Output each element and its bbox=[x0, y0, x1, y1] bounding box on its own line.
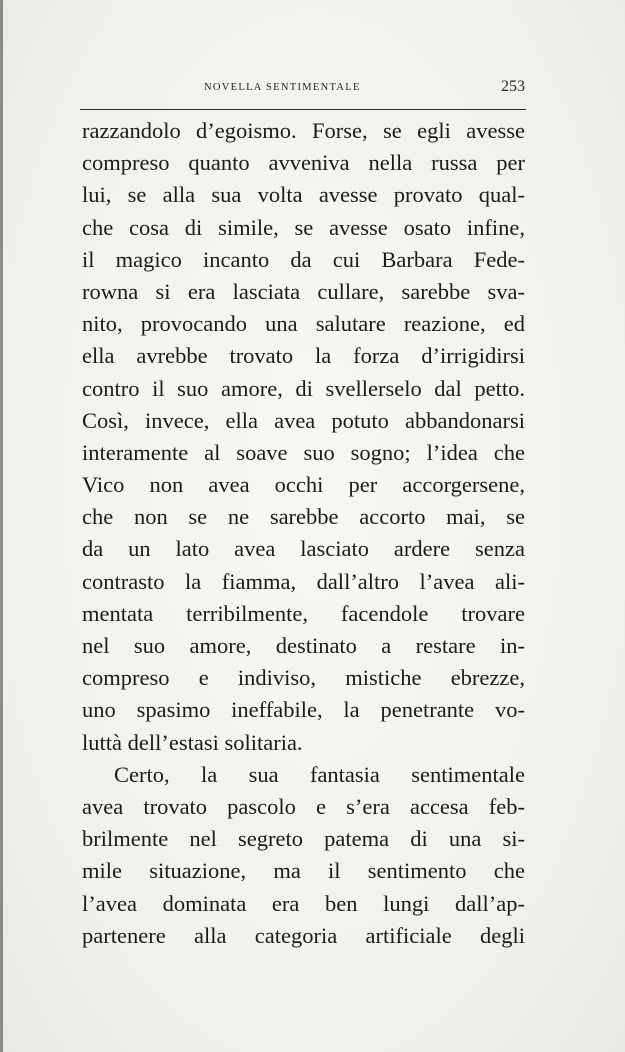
text-line: mentata terribilmente, facendole trovare bbox=[82, 600, 525, 626]
page-edge-shadow bbox=[0, 0, 3, 1052]
text-line: avea trovato pascolo e s’era accesa feb- bbox=[82, 793, 525, 819]
paragraph-2 bbox=[82, 759, 525, 952]
text-line: mile situazione, ma il sentimento che bbox=[82, 858, 525, 884]
text-line: partenere alla categoria artificiale degli bbox=[82, 922, 525, 948]
text-line: Vico non avea occhi per accorgersene, bbox=[82, 472, 525, 498]
text-line: l’avea dominata era ben lungi dall’ap- bbox=[82, 890, 525, 916]
text-line: Così, invece, ella avea potuto abbandonarsi bbox=[82, 407, 525, 433]
text-line: che cosa di simile, se avesse osato infine, bbox=[82, 214, 525, 240]
text-line: ella avrebbe trovato la forza d’irrigidirsi bbox=[82, 343, 525, 369]
text-line: il magico incanto da cui Barbara Fede- bbox=[82, 246, 525, 272]
body-text bbox=[82, 115, 525, 952]
text-line: interamente al soave suo sogno; l’idea che bbox=[82, 439, 525, 465]
page-number: 253 bbox=[501, 78, 525, 95]
text-line: lui, se alla sua volta avesse provato qual- bbox=[82, 182, 525, 208]
text-line: compreso e indiviso, mistiche ebrezze, bbox=[82, 665, 525, 691]
text-line: nito, provocando una salutare reazione, ed bbox=[82, 311, 525, 337]
text-line: compreso quanto avveniva nella russa per bbox=[82, 150, 525, 176]
text-line: uno spasimo ineffabile, la penetrante vo- bbox=[82, 697, 525, 723]
text-line: luttà dell’estasi solitaria. bbox=[82, 729, 303, 755]
paragraph-1 bbox=[82, 115, 525, 759]
text-line: contro il suo amore, di svellerselo dal petto. bbox=[82, 375, 525, 401]
text-line: da un lato avea lasciato ardere senza bbox=[82, 536, 525, 562]
text-line: brilmente nel segreto patema di una si- bbox=[82, 826, 525, 852]
running-head bbox=[82, 78, 525, 102]
text-line: razzandolo d’egoismo. Forse, se egli avesse bbox=[82, 118, 525, 143]
text-line: che non se ne sarebbe accorto mai, se bbox=[82, 504, 525, 530]
header-rule bbox=[80, 109, 526, 110]
text-line: Certo, la sua fantasia sentimentale bbox=[114, 761, 525, 787]
running-title: NOVELLA SENTIMENTALE bbox=[204, 82, 361, 93]
text-line: contrasto la fiamma, dall’altro l’avea ali- bbox=[82, 568, 525, 594]
text-line: nel suo amore, destinato a restare in- bbox=[82, 633, 525, 658]
text-line: rowna si era lasciata cullare, sarebbe sva- bbox=[82, 278, 525, 304]
